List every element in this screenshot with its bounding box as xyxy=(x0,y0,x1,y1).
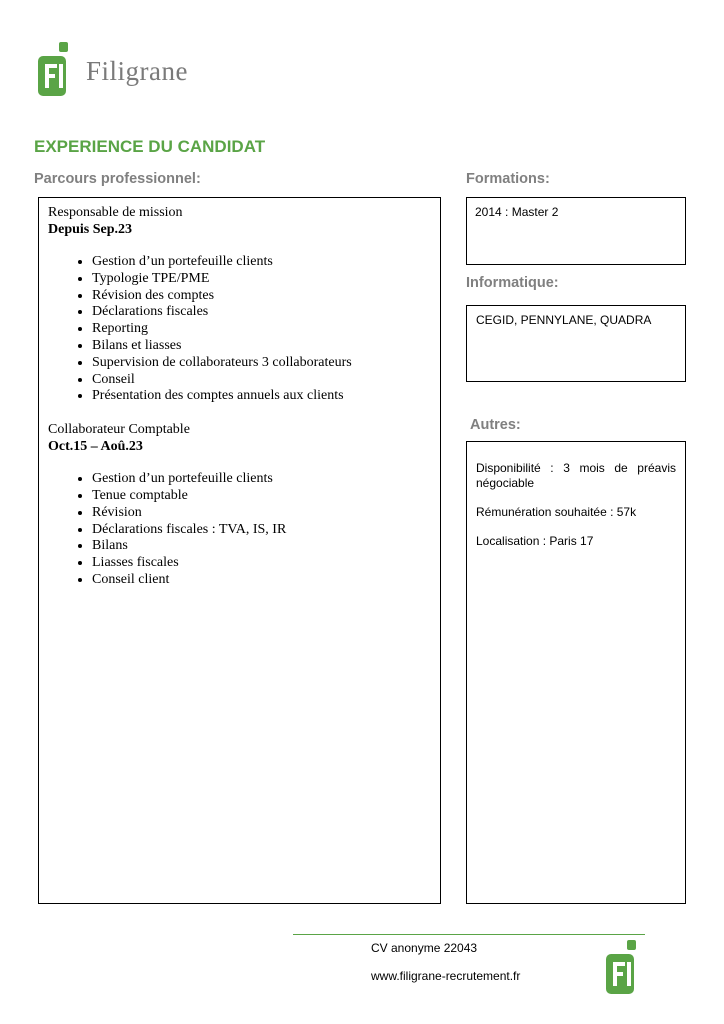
list-item: • Conseil xyxy=(92,372,431,389)
job-dates: Depuis Sep.23 xyxy=(48,222,133,237)
list-item: • Déclarations fiscales : TVA, IS, IR xyxy=(92,522,431,539)
parcours-box xyxy=(38,197,441,904)
list-item: • Bilans xyxy=(92,538,431,555)
formations-heading: Formations: xyxy=(466,171,550,187)
job-title: Collaborateur Comptable xyxy=(48,422,190,438)
job-dates: Oct.15 – Aoû.23 xyxy=(48,439,143,455)
formations-text: 2014 : Master 2 xyxy=(475,205,559,219)
parcours-heading: Parcours professionnel: xyxy=(34,171,201,187)
list-item: • Typologie TPE/PME xyxy=(92,271,431,288)
list-item: • Tenue comptable xyxy=(92,488,431,505)
list-item: • Bilans et liasses xyxy=(92,338,431,355)
autres-box xyxy=(466,441,686,904)
list-item: • Reporting xyxy=(92,321,431,338)
filigrane-logo-icon xyxy=(606,940,640,994)
task-list xyxy=(48,254,431,405)
formations-box xyxy=(466,197,686,265)
filigrane-logo-icon xyxy=(38,42,72,96)
task-list xyxy=(48,471,431,589)
list-item: • Gestion d’un portefeuille clients xyxy=(92,254,431,271)
informatique-box xyxy=(466,305,686,382)
job-entry xyxy=(48,204,431,405)
list-item: • Supervision de collaborateurs 3 collaborateurs xyxy=(92,355,431,372)
disponibilite-text: Disponibilité : 3 mois de préavis négociable xyxy=(476,461,676,490)
section-title: EXPERIENCE DU CANDIDAT xyxy=(34,137,266,156)
list-item: • Conseil client xyxy=(92,572,431,589)
remuneration-text: Rémunération souhaitée : 57k xyxy=(476,505,637,519)
website-link[interactable]: www.filigrane-recrutement.fr xyxy=(371,969,521,983)
brand-name: Filigrane xyxy=(86,56,188,86)
localisation-text: Localisation : Paris 17 xyxy=(476,534,594,548)
list-item: • Déclarations fiscales xyxy=(92,304,431,321)
list-item: • Présentation des comptes annuels aux clients xyxy=(92,388,431,405)
list-item: • Révision des comptes xyxy=(92,288,431,305)
informatique-heading: Informatique: xyxy=(466,275,559,291)
informatique-text: CEGID, PENNYLANE, QUADRA xyxy=(476,313,652,327)
job-title: Responsable de mission xyxy=(48,205,183,220)
list-item: • Liasses fiscales xyxy=(92,555,431,572)
job-entry xyxy=(48,421,431,589)
footer-divider xyxy=(293,934,645,935)
cv-reference: CV anonyme 22043 xyxy=(371,941,478,955)
list-item: • Gestion d’un portefeuille clients xyxy=(92,471,431,488)
list-item: • Révision xyxy=(92,505,431,522)
autres-heading: Autres: xyxy=(470,417,521,433)
